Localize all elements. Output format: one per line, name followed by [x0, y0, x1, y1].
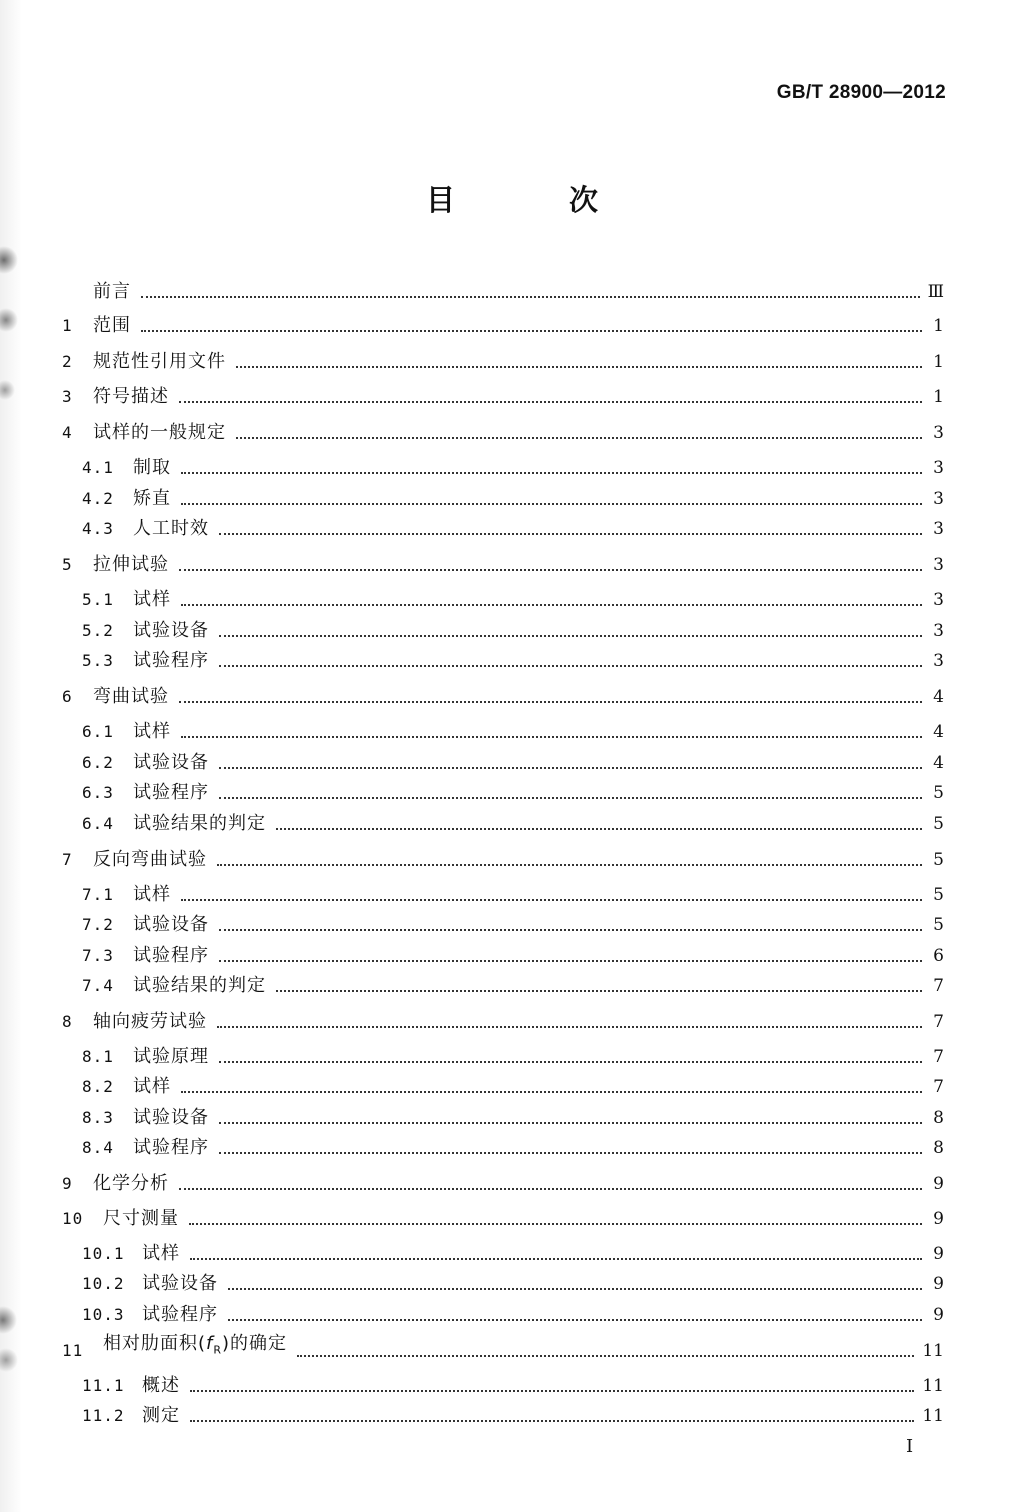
toc-entry[interactable]: [82, 1074, 944, 1100]
toc-entry-page: 5: [933, 783, 944, 803]
toc-entry-number: 11: [62, 1341, 84, 1360]
toc-dot-leader: [276, 828, 922, 830]
toc-entry[interactable]: [82, 750, 944, 776]
toc-dot-leader: [217, 1026, 922, 1028]
toc-dot-leader: [219, 1152, 922, 1154]
toc-entry-page: 5: [933, 915, 944, 935]
toc-entry-label: 试验程序: [142, 1304, 218, 1325]
toc-entry-page: 3: [933, 621, 944, 641]
toc-entry-page: 9: [933, 1305, 944, 1325]
toc-dot-leader: [189, 1223, 922, 1225]
toc-entry-number: 7.2: [82, 915, 114, 934]
toc-entry-number: 6: [62, 687, 73, 706]
toc-dot-leader: [228, 1288, 922, 1290]
toc-entry[interactable]: [82, 486, 944, 512]
toc-dot-leader: [219, 1061, 922, 1063]
toc-entry-page: 5: [933, 814, 944, 834]
toc-entry-number: 5.2: [82, 621, 114, 640]
toc-entry-number: 11.2: [82, 1406, 125, 1425]
toc-entry[interactable]: [62, 1009, 944, 1035]
toc-entry[interactable]: [82, 1373, 944, 1399]
toc-entry[interactable]: [62, 349, 944, 375]
toc-entry-page: 11: [922, 1341, 944, 1361]
toc-entry-label: 矫直: [133, 488, 171, 509]
toc-entry-label: 试样: [133, 1076, 171, 1097]
toc-entry-page: 9: [933, 1174, 944, 1194]
toc-entry-number: 9: [62, 1174, 73, 1193]
toc-entry-label: 概述: [142, 1375, 180, 1396]
toc-entry-page: 5: [933, 885, 944, 905]
toc-dot-leader: [141, 296, 920, 298]
toc-entry[interactable]: [82, 912, 944, 938]
toc-dot-leader: [219, 1122, 922, 1124]
toc-entry-page: 3: [933, 423, 944, 443]
toc-dot-leader: [219, 533, 922, 535]
toc-entry-page: 11: [922, 1406, 944, 1426]
toc-entry-label: 试验程序: [133, 1137, 209, 1158]
toc-entry-page: 7: [933, 976, 944, 996]
toc-entry[interactable]: [82, 1044, 944, 1070]
toc-entry-page: 1: [933, 387, 944, 407]
toc-entry-number: 4: [62, 423, 73, 442]
toc-entry-label: 化学分析: [93, 1173, 169, 1194]
toc-entry-number: 8.4: [82, 1138, 114, 1157]
toc-entry-number: 10.3: [82, 1305, 125, 1324]
toc-entry[interactable]: [62, 279, 944, 305]
toc-dot-leader: [181, 503, 922, 505]
toc-entry-label: 试验设备: [133, 914, 209, 935]
toc-entry-page: 9: [933, 1244, 944, 1264]
toc-entry-label: 试验程序: [133, 782, 209, 803]
toc-entry-label: 反向弯曲试验: [93, 849, 207, 870]
toc-entry[interactable]: [62, 420, 944, 446]
toc-entry-page: 1: [933, 352, 944, 372]
toc-entry-number: 6.2: [82, 753, 114, 772]
toc-entry-label: 试验结果的判定: [133, 975, 266, 996]
toc-entry-number: 6.3: [82, 783, 114, 802]
toc-entry[interactable]: [62, 1171, 944, 1197]
toc-dot-leader: [219, 635, 922, 637]
toc-entry[interactable]: [82, 618, 944, 644]
standard-code: GB/T 28900—2012: [776, 82, 946, 103]
toc-entry-label: 试样的一般规定: [93, 422, 226, 443]
toc-entry[interactable]: [82, 587, 944, 613]
toc-entry-number: 7: [62, 850, 73, 869]
toc-entry[interactable]: [82, 516, 944, 542]
toc-entry-number: 7.3: [82, 946, 114, 965]
toc-entry-label: 试验原理: [133, 1046, 209, 1067]
toc-entry-number: 7.1: [82, 885, 114, 904]
toc-dot-leader: [219, 767, 922, 769]
toc-entry-label: 弯曲试验: [93, 686, 169, 707]
toc-entry-number: 8: [62, 1012, 73, 1031]
toc-dot-leader: [181, 899, 922, 901]
toc-entry-label: 试验结果的判定: [133, 813, 266, 834]
toc-entry-number: 5.1: [82, 590, 114, 609]
toc-entry-page: 9: [933, 1274, 944, 1294]
toc-entry-label: 试验程序: [133, 650, 209, 671]
toc-entry[interactable]: [82, 1271, 944, 1297]
toc-dot-leader: [219, 960, 922, 962]
toc-entry-page: 7: [933, 1012, 944, 1032]
toc-dot-leader: [219, 665, 922, 667]
toc-entry-page: 8: [933, 1108, 944, 1128]
toc-entry-number: 6.1: [82, 722, 114, 741]
toc-entry-number: 8.2: [82, 1077, 114, 1096]
toc-entry-label: 试验设备: [133, 620, 209, 641]
toc-entry-label: 试样: [142, 1243, 180, 1264]
toc-entry[interactable]: [62, 847, 944, 873]
toc-entry-number: 3: [62, 387, 73, 406]
toc-dot-leader: [179, 569, 922, 571]
toc-entry[interactable]: [62, 384, 944, 410]
toc-entry-number: 4.1: [82, 458, 114, 477]
toc-dot-leader: [236, 437, 922, 439]
footer-page-number: I: [906, 1436, 914, 1457]
toc-entry[interactable]: [82, 780, 944, 806]
toc-entry[interactable]: [62, 1333, 944, 1364]
toc-entry[interactable]: [82, 1135, 944, 1161]
toc-entry[interactable]: [82, 973, 944, 999]
toc-entry-page: 3: [933, 555, 944, 575]
toc-entry-number: 11.1: [82, 1376, 125, 1395]
toc-entry-page: 1: [933, 316, 944, 336]
toc-dot-leader: [181, 736, 922, 738]
toc-entry-label: 试验设备: [133, 1107, 209, 1128]
toc-entry-page: 8: [933, 1138, 944, 1158]
toc-dot-leader: [179, 401, 922, 403]
toc-entry-number: 10.2: [82, 1274, 125, 1293]
toc-entry[interactable]: [82, 1105, 944, 1131]
toc-entry-number: 1: [62, 316, 73, 335]
toc-entry-number: 10: [62, 1209, 84, 1228]
toc-entry[interactable]: [82, 811, 944, 837]
toc-entry[interactable]: [62, 684, 944, 710]
toc-dot-leader: [190, 1420, 914, 1422]
toc-dot-leader: [181, 472, 922, 474]
toc-entry-page: 7: [933, 1047, 944, 1067]
toc-entry-label: 符号描述: [93, 386, 169, 407]
toc-entry-label: 拉伸试验: [93, 554, 169, 575]
toc-title: 目 次: [425, 183, 651, 217]
toc-entry-page: 5: [933, 850, 944, 870]
toc-entry-page: Ⅲ: [927, 282, 944, 302]
toc-entry-label: 范围: [93, 315, 131, 336]
toc-entry-page: 3: [933, 590, 944, 610]
toc-entry-number: 4.3: [82, 519, 114, 538]
toc-entry[interactable]: [82, 1302, 944, 1328]
toc-dot-leader: [181, 604, 922, 606]
toc-dot-leader: [236, 366, 922, 368]
toc-entry-label: 前言: [93, 281, 131, 302]
toc-entry-label: 试样: [133, 721, 171, 742]
toc-entry-page: 4: [933, 687, 944, 707]
toc-entry-page: 11: [922, 1376, 944, 1396]
toc-entry-label: 相对肋面积$(f_R)$的确定: [103, 1333, 288, 1357]
toc-entry[interactable]: [82, 455, 944, 481]
toc-entry[interactable]: [82, 1241, 944, 1267]
toc-entry-label: 试样: [133, 589, 171, 610]
toc-entry-label: 制取: [133, 457, 171, 478]
toc-entry[interactable]: [82, 719, 944, 745]
toc-entry-page: 3: [933, 519, 944, 539]
toc-entry-number: 7.4: [82, 976, 114, 995]
toc-entry-number: 5: [62, 555, 73, 574]
toc-entry-label: 试样: [133, 884, 171, 905]
toc-entry[interactable]: [62, 552, 944, 578]
toc-entry-number: 8.1: [82, 1047, 114, 1066]
toc-entry-page: 9: [933, 1209, 944, 1229]
toc-entry-page: 7: [933, 1077, 944, 1097]
toc-entry-page: 4: [933, 722, 944, 742]
toc-entry-label: 尺寸测量: [103, 1208, 179, 1229]
toc-dot-leader: [141, 330, 922, 332]
toc-dot-leader: [190, 1258, 922, 1260]
toc-dot-leader: [297, 1355, 914, 1357]
toc-entry[interactable]: [82, 648, 944, 674]
toc-entry-number: 10.1: [82, 1244, 125, 1263]
toc-entry-page: 3: [933, 458, 944, 478]
toc-dot-leader: [228, 1319, 922, 1321]
toc-dot-leader: [217, 864, 922, 866]
toc-entry[interactable]: [62, 1206, 944, 1232]
toc-dot-leader: [219, 797, 922, 799]
toc-entry-label: 轴向疲劳试验: [93, 1011, 207, 1032]
toc-entry[interactable]: [82, 943, 944, 969]
toc-entry-label: 试验程序: [133, 945, 209, 966]
toc-entry[interactable]: [82, 882, 944, 908]
toc-entry-label: 试验设备: [133, 752, 209, 773]
toc-dot-leader: [181, 1091, 922, 1093]
toc-dot-leader: [219, 929, 922, 931]
toc-entry-page: 6: [933, 946, 944, 966]
toc-entry-number: 6.4: [82, 814, 114, 833]
toc-entry-page: 4: [933, 753, 944, 773]
toc-entry-label: 人工时效: [133, 518, 209, 539]
toc-entry-label: 试验设备: [142, 1273, 218, 1294]
toc-entry-number: 8.3: [82, 1108, 114, 1127]
toc-entry-number: 4.2: [82, 489, 114, 508]
toc-entry-page: 3: [933, 489, 944, 509]
toc-entry-page: 3: [933, 651, 944, 671]
toc-entry[interactable]: [62, 313, 944, 339]
toc-entry[interactable]: [82, 1403, 944, 1429]
toc-entry-number: 5.3: [82, 651, 114, 670]
toc-entry-label: 测定: [142, 1405, 180, 1426]
toc-dot-leader: [190, 1390, 914, 1392]
toc-dot-leader: [179, 701, 922, 703]
toc-entry-label: 规范性引用文件: [93, 351, 226, 372]
toc-dot-leader: [179, 1188, 922, 1190]
toc-entry-number: 2: [62, 352, 73, 371]
toc-dot-leader: [276, 990, 922, 992]
